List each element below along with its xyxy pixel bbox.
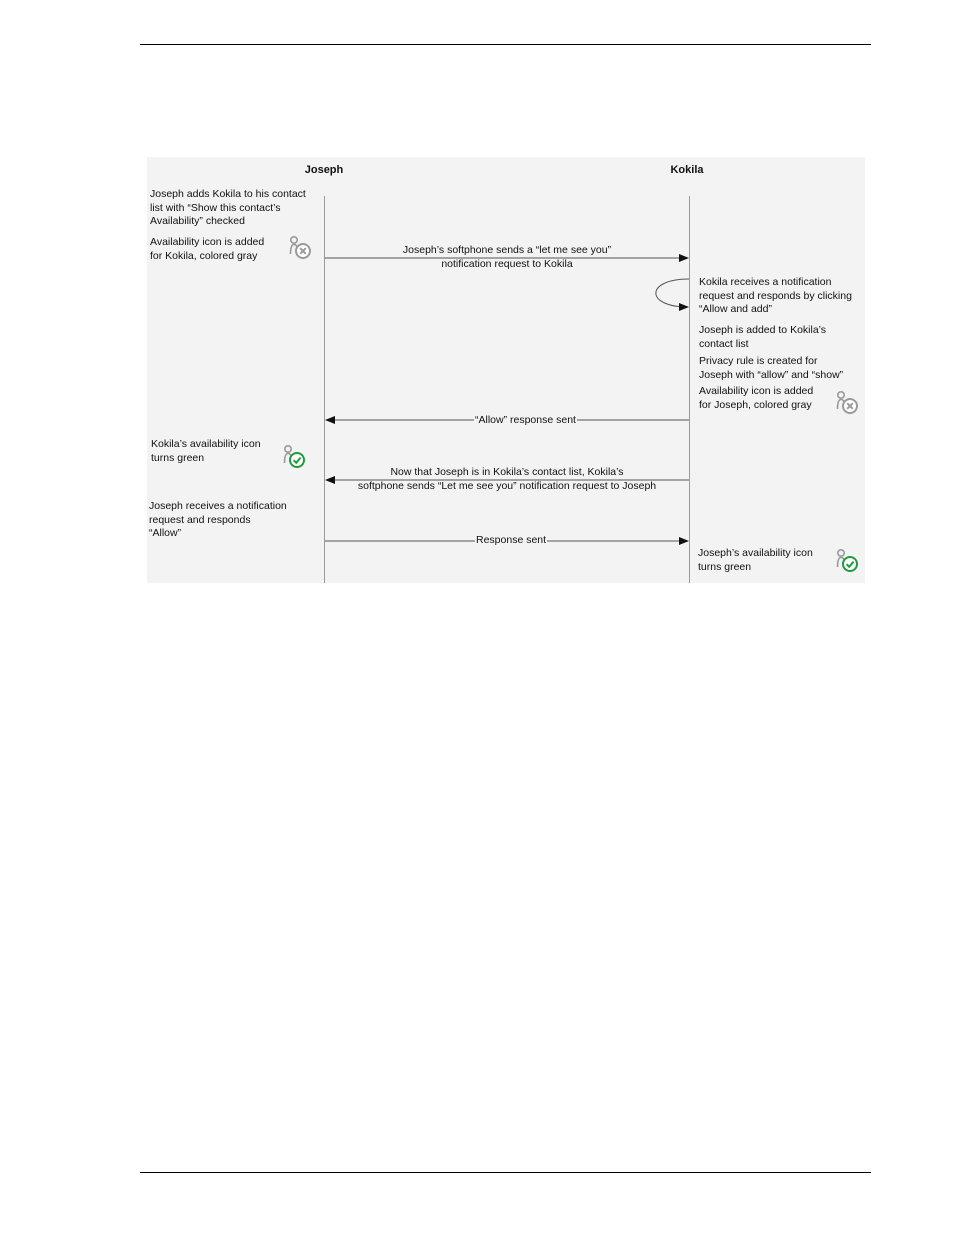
note-line: Joseph’s availability icon	[698, 547, 813, 559]
message-line: softphone sends “Let me see you” notification request to Joseph	[357, 479, 657, 492]
note-line: Availability” checked	[150, 215, 245, 227]
message-line: Now that Joseph is in Kokila’s contact list, Kokila’s	[390, 466, 624, 478]
note-line: request and responds by clicking	[699, 289, 852, 302]
note-line: Kokila receives a notification	[699, 276, 832, 288]
note-line: Privacy rule is created for	[699, 355, 818, 367]
availability-green-icon	[280, 443, 308, 471]
message-m1-label	[326, 244, 688, 271]
note-line: for Joseph, colored gray	[699, 398, 812, 411]
message-m2-label: “Allow” response sent	[475, 414, 576, 426]
actor-kokila: Kokila	[670, 164, 704, 176]
note-line: Joseph with “allow” and “show”	[699, 368, 844, 381]
message-line: Joseph’s softphone sends a “let me see you”	[402, 244, 612, 256]
message-m4-label: Response sent	[476, 534, 547, 546]
note-line: contact list	[699, 337, 749, 350]
availability-green-icon	[833, 547, 861, 575]
note-line: turns green	[698, 560, 752, 573]
note-line: for Kokila, colored gray	[150, 249, 258, 262]
note-line: Joseph is added to Kokila’s	[699, 324, 827, 336]
note-line: Kokila’s availability icon	[151, 438, 261, 450]
message-line: notification request to Kokila	[441, 257, 573, 270]
arrow-self-loop	[656, 279, 689, 307]
message-m3-label	[326, 466, 688, 493]
note-line: “Allow and add”	[699, 303, 772, 315]
note-line: Joseph adds Kokila to his contact	[150, 188, 306, 200]
note-line: Joseph receives a notification	[149, 500, 287, 512]
note-line: Availability icon is added	[150, 236, 265, 248]
availability-gray-icon	[286, 234, 314, 262]
note-line: request and responds	[149, 513, 251, 526]
note-line: list with “Show this contact’s	[150, 201, 281, 214]
note-line: turns green	[151, 451, 205, 464]
availability-gray-icon	[833, 389, 861, 417]
actor-joseph: Joseph	[304, 164, 344, 176]
note-line: “Allow”	[149, 527, 182, 539]
note-line: Availability icon is added	[699, 385, 814, 397]
